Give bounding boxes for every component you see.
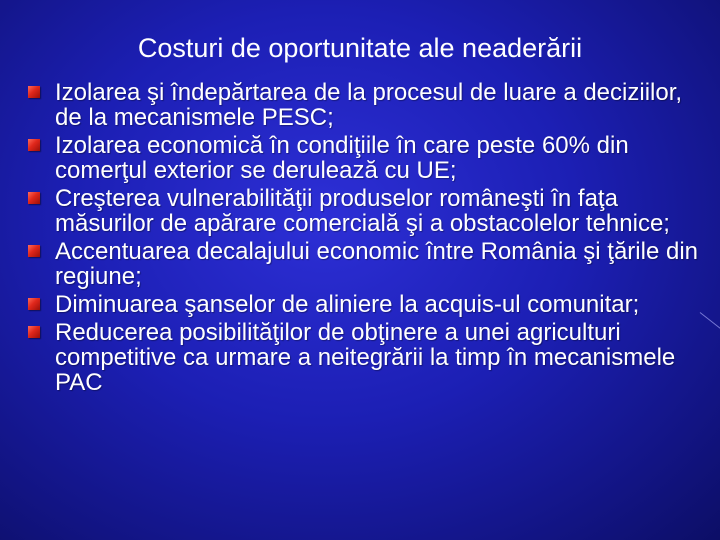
bullet-text: Izolarea şi îndepărtarea de la procesul de luare a deciziilor, de la mecanismele PESC;	[55, 79, 683, 131]
square-bullet-icon	[28, 192, 40, 204]
square-bullet-icon	[28, 139, 40, 151]
slide-title: Costuri de oportunitate ale neaderării	[137, 33, 583, 63]
bullet-text: Izolarea economică în condiţiile în care peste 60% din comerţul exterior se derulează cu UE;	[55, 132, 629, 184]
square-bullet-icon	[28, 326, 40, 338]
bullet-text: Creşterea vulnerabilităţii produselor româneşti în faţa măsurilor de apărare comercială şi a obstacolelor tehnice;	[55, 185, 670, 237]
bullet-text: Diminuarea şanselor de aliniere la acquis-ul comunitar;	[55, 291, 640, 318]
bullet-item	[0, 186, 720, 236]
bullet-item	[0, 133, 720, 183]
bullet-text: Accentuarea decalajului economic între România şi ţările din regiune;	[55, 238, 699, 290]
bullet-list	[0, 80, 720, 398]
square-bullet-icon	[28, 245, 40, 257]
bullet-item	[0, 239, 720, 289]
bullet-item	[0, 292, 720, 317]
bullet-item	[0, 320, 720, 395]
bullet-text: Reducerea posibilităţilor de obţinere a unei agriculturi competitive ca urmare a neitegrării la timp în mecanismele PAC	[55, 319, 676, 396]
bullet-item	[0, 80, 720, 130]
square-bullet-icon	[28, 86, 40, 98]
square-bullet-icon	[28, 298, 40, 310]
